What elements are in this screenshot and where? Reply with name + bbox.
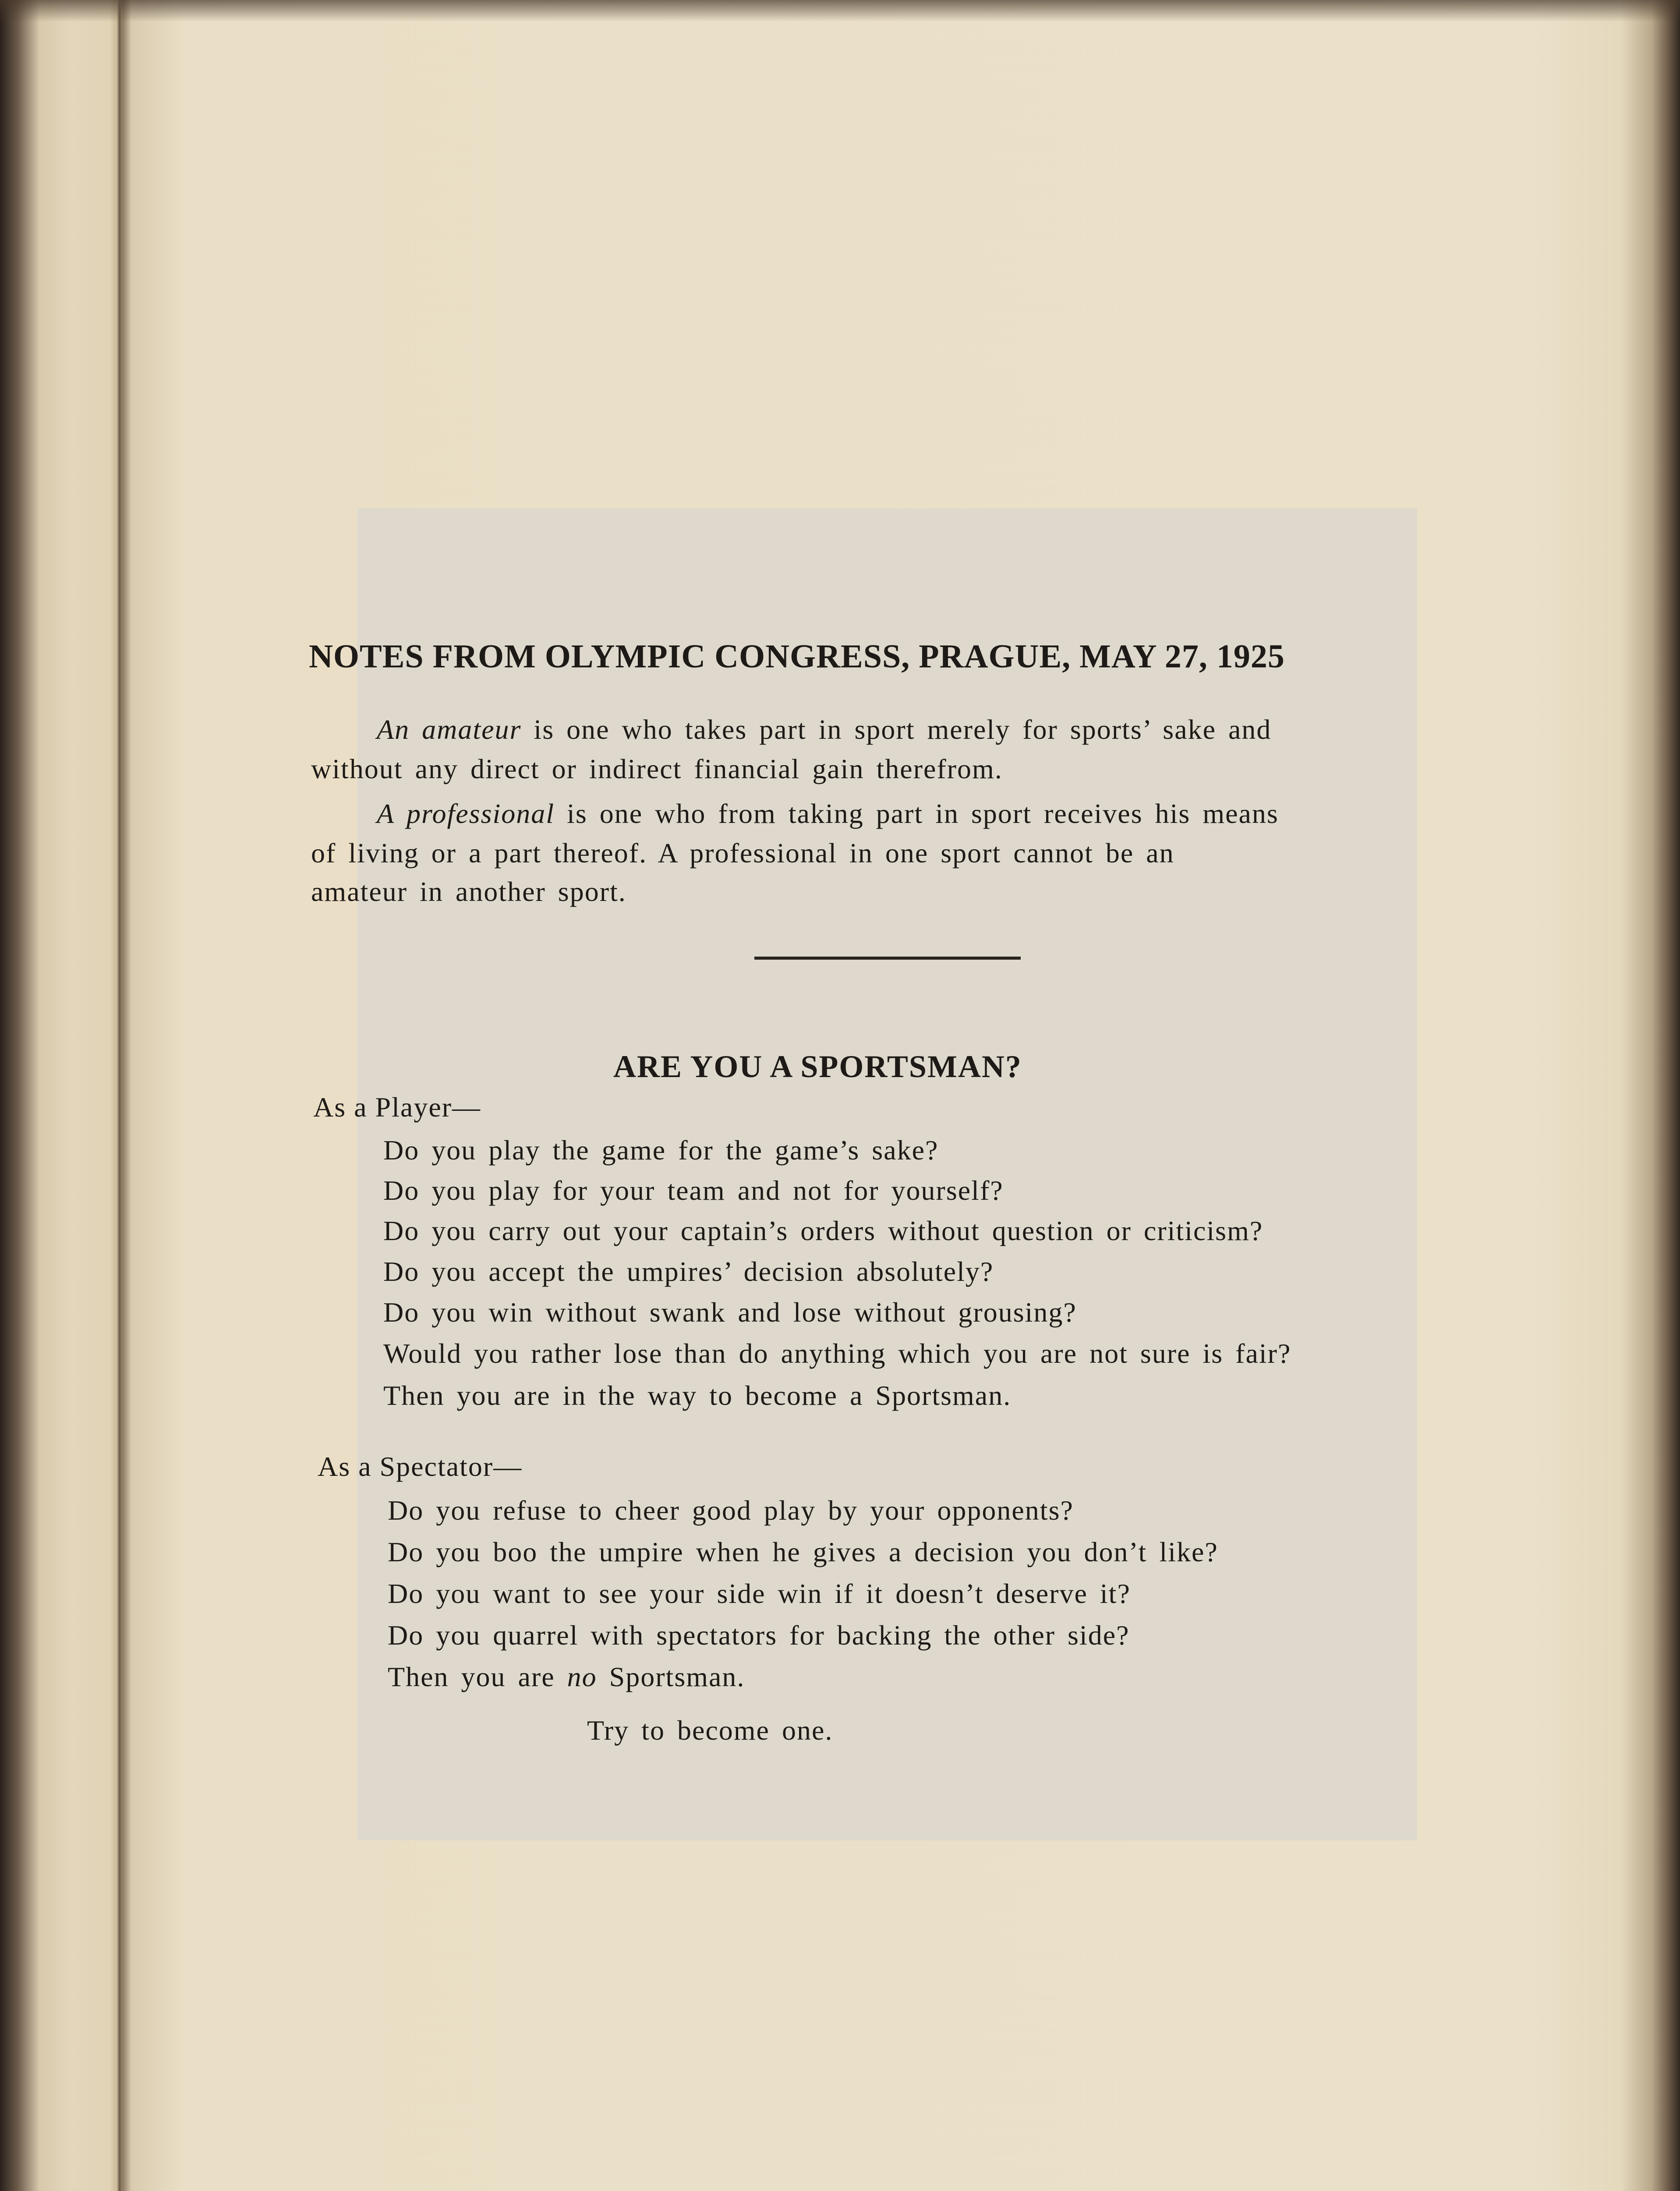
verdict-before: Then you are (388, 1661, 567, 1692)
page-top-shadow (0, 0, 1680, 22)
book-gutter (117, 0, 122, 2191)
amateur-line-1 (377, 713, 1271, 746)
spectator-conclusion (388, 1661, 745, 1693)
spectator-question: Do you boo the umpire when he gives a decision you don’t like? (388, 1536, 1218, 1567)
professional-line-2: of living or a part thereof. A professional in one sport cannot be an (311, 837, 1174, 869)
closing-line: Try to become one. (587, 1715, 833, 1746)
notes-heading: NOTES FROM OLYMPIC CONGRESS, PRAGUE, MAY 27, 1925 (309, 638, 1285, 675)
spectator-question: Do you want to see your side win if it doesn’t deserve it? (388, 1578, 1131, 1609)
player-question: Do you play for your team and not for yourself? (383, 1175, 1004, 1206)
player-question: Do you carry out your captain’s orders without question or criticism? (383, 1215, 1263, 1246)
amateur-line-2: without any direct or indirect financial gain therefrom. (311, 753, 1003, 784)
amateur-text-1: is one who takes part in sport merely for sports’ sake and (521, 714, 1272, 745)
sportsman-heading: ARE YOU A SPORTSMAN? (613, 1049, 1022, 1084)
player-heading: As a Player— (313, 1092, 481, 1123)
player-question: Do you win without swank and lose without grousing? (383, 1297, 1077, 1328)
section-divider (754, 957, 1021, 960)
spectator-heading: As a Spectator— (318, 1451, 523, 1482)
player-conclusion: Then you are in the way to become a Sportsman. (383, 1380, 1012, 1411)
professional-term: A professional (377, 798, 555, 829)
professional-line-1 (377, 798, 1279, 830)
verdict-emphasis: no (567, 1661, 597, 1692)
player-question: Do you accept the umpires’ decision absolutely? (383, 1256, 994, 1287)
spectator-question: Do you refuse to cheer good play by your opponents? (388, 1495, 1074, 1526)
player-question: Would you rather lose than do anything which you are not sure is fair? (383, 1338, 1291, 1369)
player-question: Do you play the game for the game’s sake? (383, 1134, 939, 1166)
spectator-question: Do you quarrel with spectators for backing the other side? (388, 1620, 1130, 1651)
amateur-term: An amateur (377, 714, 522, 745)
professional-line-3: amateur in another sport. (311, 876, 626, 907)
verdict-after: Sportsman. (597, 1661, 745, 1692)
professional-text-1: is one who from taking part in sport receives his means (555, 798, 1279, 829)
